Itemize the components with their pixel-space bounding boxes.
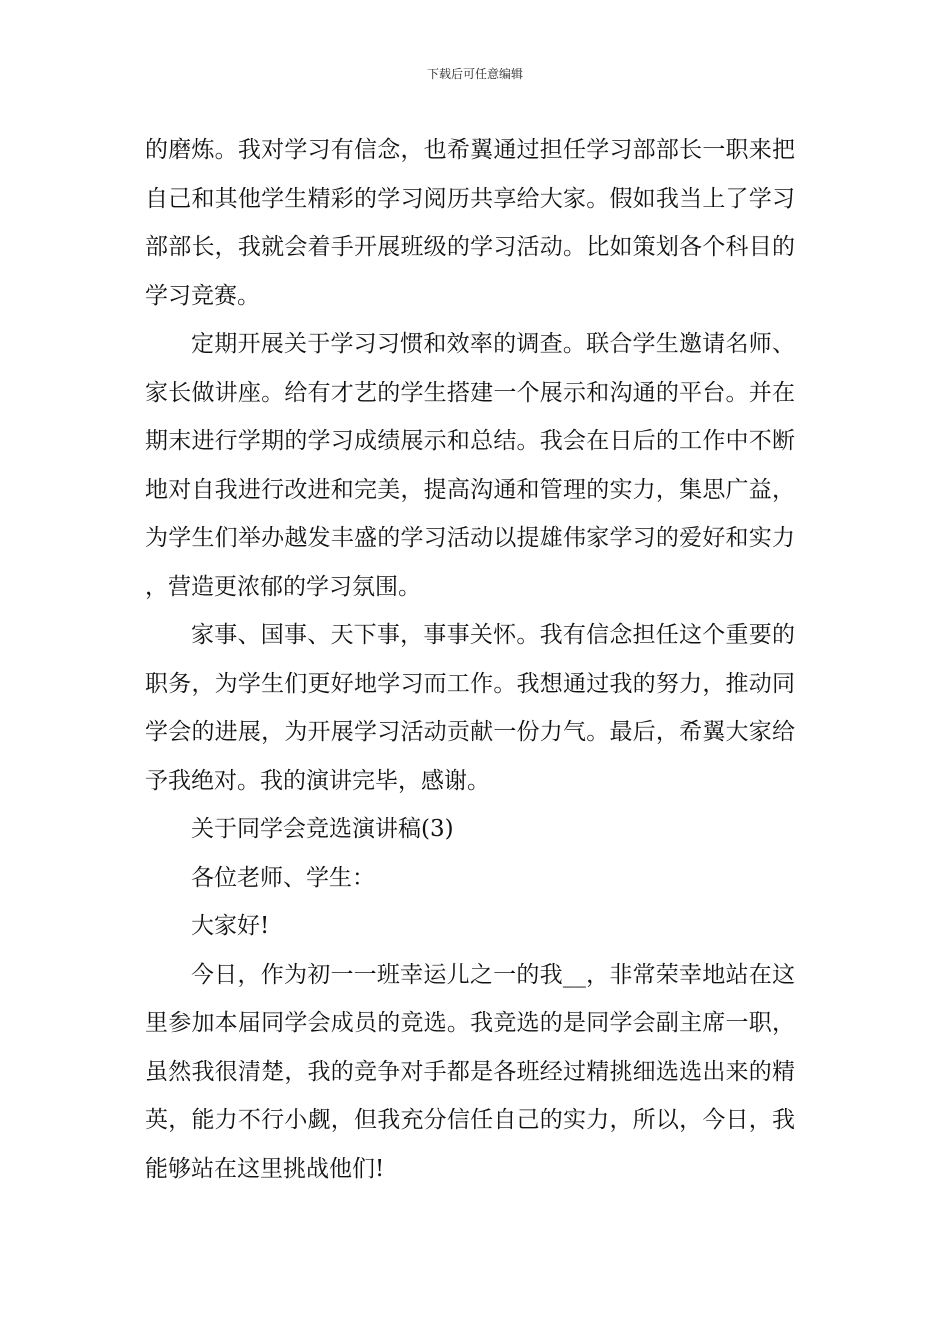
greeting: 大家好! <box>191 913 270 939</box>
section-title: 关于同学会竞选演讲稿(3) <box>191 816 454 842</box>
document-body <box>145 126 795 1193</box>
paragraph-closing: 家事、国事、天下事，事事关怀。我有信念担任这个重要的职务，为学生们更好地学习而工作。我想通过我的努力，推动同学会的进展，为开展学习活动贡献一份力气。最后，希翼大家给予我绝对。我的演讲完毕，感谢。 <box>145 622 795 794</box>
salutation: 各位老师、学生： <box>191 864 375 891</box>
page-header: 下载后可任意编辑 <box>426 67 523 81</box>
paragraph-study-plan: 定期开展关于学习习惯和效率的调查。联合学生邀请名师、家长做讲座。给有才艺的学生搭建一个展示和沟通的平台。并在期末进行学期的学习成绩展示和总结。我会在日后的工作中不断地对自我进行改进和完美，提高沟通和管理的实力，集思广益，为学生们举办越发丰盛的学习活动以提雄伟家学习的爱好和实力，营造更浓郁的学习氛围。 <box>145 331 795 600</box>
paragraph-continuation: 的磨炼。我对学习有信念，也希翼通过担任学习部部长一职来把自己和其他学生精彩的学习阅历共享给大家。假如我当上了学习部部长，我就会着手开展班级的学习活动。比如策划各个科目的学习竞赛。 <box>145 137 795 309</box>
paragraph-introduction: 今日，作为初一一班幸运儿之一的我__，非常荣幸地站在这里参加本届同学会成员的竞选。我竞选的是同学会副主席一职，虽然我很清楚，我的竞争对手都是各班经过精挑细选选出来的精英，能力不行小觑，但我充分信任自己的实力，所以，今日，我能够站在这里挑战他们! <box>145 961 795 1182</box>
